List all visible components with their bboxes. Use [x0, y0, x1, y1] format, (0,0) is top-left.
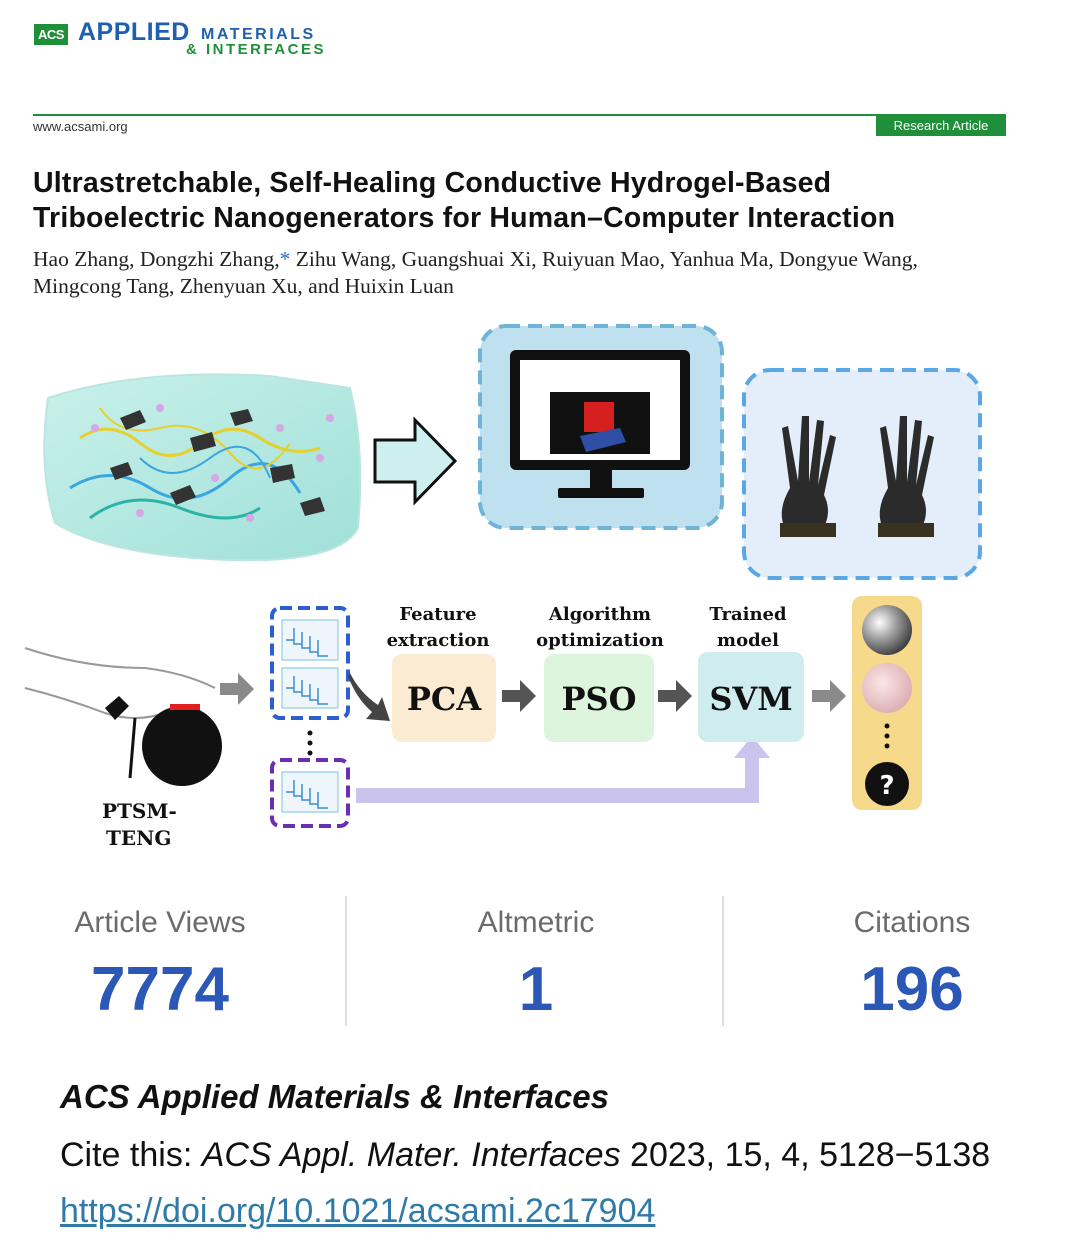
logo-applied-text: APPLIED [78, 18, 190, 46]
device-label-line-2: TENG [106, 826, 172, 850]
journal-url-link[interactable]: www.acsami.org [33, 119, 128, 134]
process-arrow-icon [375, 420, 455, 502]
pca-box [392, 654, 496, 742]
svm-box [698, 652, 804, 742]
article-views-label: Article Views [74, 906, 246, 939]
metrics-row [0, 896, 1080, 1036]
citations-value[interactable]: 196 [860, 955, 964, 1024]
title-line-1: Ultrastretchable, Self-Healing Conductive Hydrogel-Based [33, 167, 832, 199]
metrics-divider [345, 896, 347, 1026]
pso-label: PSO [561, 680, 637, 718]
authors-line-2[interactable]: Mingcong Tang, Zhenyuan Xu, and Huixin Luan [33, 274, 454, 298]
header-rule [33, 114, 1006, 116]
article-type-badge: Research Article [876, 115, 1006, 136]
algorithm-label-line-1: Algorithm [548, 604, 652, 625]
monitor-panel [480, 326, 722, 528]
unknown-result-icon: ? [879, 771, 895, 801]
arrow-to-signals-icon [220, 673, 254, 705]
metrics-divider [722, 896, 724, 1026]
corresponding-author-star[interactable]: * [279, 247, 291, 271]
feedback-arrow-icon [356, 736, 770, 803]
article-title [33, 166, 1033, 236]
authors-text-a[interactable]: Hao Zhang, Dongzhi Zhang, [33, 247, 280, 271]
journal-name: ACS Applied Materials & Interfaces [60, 1078, 609, 1115]
classification-results [852, 596, 922, 810]
authors-line-1 [33, 246, 1033, 273]
svm-label: SVM [709, 680, 793, 718]
trained-label-line-1: Trained [709, 604, 787, 625]
logo-interfaces-text: & INTERFACES [186, 41, 327, 58]
cite-volume-pages: 2023, 15, 4, 5128−5138 [620, 1136, 991, 1174]
algorithm-label-line-2: optimization [536, 630, 664, 651]
title-line-2: Triboelectric Nanogenerators for Human–Computer Interaction [33, 202, 896, 234]
signal-waveforms [272, 608, 348, 826]
citation-line [60, 1136, 990, 1175]
trained-label-line-2: model [717, 630, 779, 651]
pca-label: PCA [406, 680, 482, 718]
hydrogel-illustration [44, 374, 360, 560]
altmetric-label: Altmetric [477, 906, 595, 939]
cite-journal-abbrev: ACS Appl. Mater. Interfaces [201, 1136, 621, 1174]
logo-materials-text: MATERIALS [201, 26, 316, 43]
pso-box [544, 654, 654, 742]
author-list [33, 246, 1033, 300]
arrow-svm-result-icon [812, 680, 846, 712]
arrow-to-pca-icon [348, 673, 390, 721]
feature-label-line-1: Feature [399, 604, 477, 625]
feature-label-line-2: extraction [386, 630, 490, 651]
altmetric-value[interactable]: 1 [518, 955, 554, 1024]
acs-logo-mark: ACS [34, 24, 68, 45]
robotic-hands-panel [744, 370, 980, 578]
arrow-pso-svm-icon [658, 680, 692, 712]
journal-logo [34, 18, 334, 60]
cite-prefix: Cite this: [60, 1136, 202, 1174]
authors-text-b[interactable]: Zihu Wang, Guangshuai Xi, Ruiyuan Mao, Yanhua Ma, Dongyue Wang, [290, 247, 918, 271]
device-label-line-1: PTSM- [102, 799, 177, 823]
doi-link[interactable]: https://doi.org/10.1021/acsami.2c17904 [60, 1192, 656, 1230]
citations-label: Citations [853, 906, 971, 939]
article-views-value[interactable]: 7774 [91, 955, 229, 1024]
toc-graphic [20, 318, 1060, 858]
device-illustration [25, 648, 222, 850]
arrow-pca-pso-icon [502, 680, 536, 712]
